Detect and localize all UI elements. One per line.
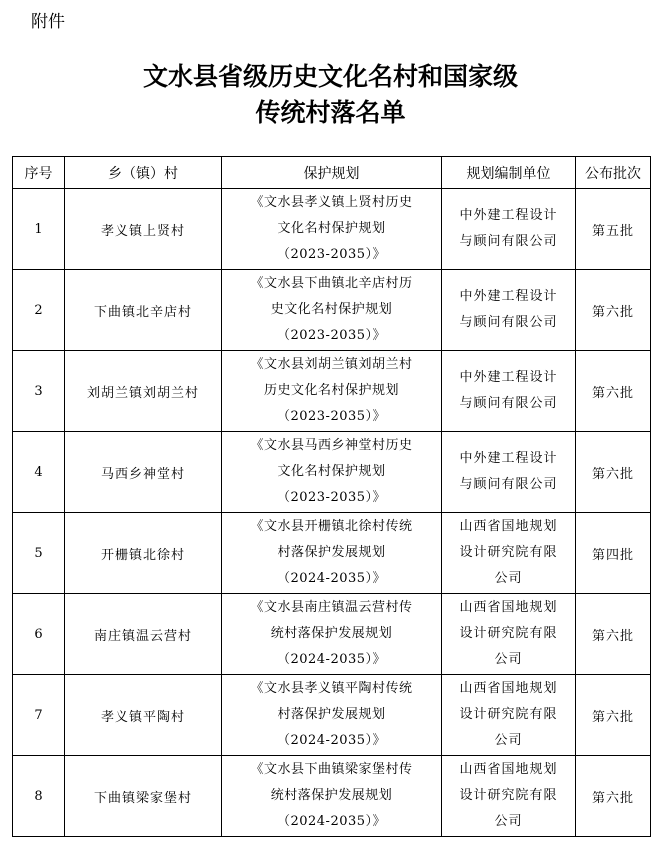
row-plan bbox=[222, 270, 442, 351]
row-batch: 第六批 bbox=[576, 594, 651, 675]
plan-line: （2023-2035）》 bbox=[276, 490, 387, 505]
row-batch: 第六批 bbox=[576, 432, 651, 513]
attachment-label: 附件 bbox=[31, 12, 65, 32]
plan-line: 文化名村保护规划 bbox=[277, 221, 386, 236]
table-row bbox=[13, 594, 651, 675]
plan-line: 村落保护发展规划 bbox=[277, 707, 386, 722]
plan-line: 《文水县下曲镇梁家堡村传 bbox=[250, 762, 413, 777]
row-seq: 6 bbox=[13, 594, 65, 675]
plan-line: 史文化名村保护规划 bbox=[270, 302, 393, 317]
plan-line: 《文水县刘胡兰镇刘胡兰村 bbox=[250, 357, 413, 372]
unit-line: 山西省国地规划 bbox=[459, 600, 558, 615]
row-seq: 7 bbox=[13, 675, 65, 756]
plan-line: 《文水县南庄镇温云营村传 bbox=[250, 600, 413, 615]
header-batch: 公布批次 bbox=[576, 157, 651, 189]
row-plan bbox=[222, 675, 442, 756]
table-row bbox=[13, 270, 651, 351]
document-title-line-1: 文水县省级历史文化名村和国家级 bbox=[142, 62, 518, 91]
unit-line: 与顾问有限公司 bbox=[459, 396, 558, 411]
plan-line: 统村落保护发展规划 bbox=[270, 626, 393, 641]
row-village: 开栅镇北徐村 bbox=[65, 513, 222, 594]
row-batch: 第六批 bbox=[576, 351, 651, 432]
plan-line: （2023-2035）》 bbox=[276, 247, 387, 262]
row-seq: 4 bbox=[13, 432, 65, 513]
header-seq: 序号 bbox=[13, 157, 65, 189]
table-row bbox=[13, 351, 651, 432]
row-unit bbox=[442, 189, 576, 270]
unit-line: 山西省国地规划 bbox=[459, 762, 558, 777]
row-seq: 8 bbox=[13, 756, 65, 837]
unit-line: 中外建工程设计 bbox=[459, 208, 558, 223]
unit-line: 山西省国地规划 bbox=[459, 681, 558, 696]
unit-line: 公司 bbox=[494, 571, 523, 586]
unit-line: 公司 bbox=[494, 814, 523, 829]
header-plan: 保护规划 bbox=[222, 157, 442, 189]
row-unit bbox=[442, 513, 576, 594]
plan-line: （2024-2035）》 bbox=[276, 571, 387, 586]
table-row bbox=[13, 513, 651, 594]
plan-line: （2024-2035）》 bbox=[276, 814, 387, 829]
unit-line: 中外建工程设计 bbox=[459, 289, 558, 304]
header-village: 乡（镇）村 bbox=[65, 157, 222, 189]
plan-line: （2024-2035）》 bbox=[276, 652, 387, 667]
unit-line: 与顾问有限公司 bbox=[459, 315, 558, 330]
table-row bbox=[13, 432, 651, 513]
table-row bbox=[13, 189, 651, 270]
plan-line: 《文水县孝义镇上贤村历史 bbox=[250, 195, 413, 210]
row-batch: 第六批 bbox=[576, 756, 651, 837]
row-plan bbox=[222, 189, 442, 270]
plan-line: （2024-2035）》 bbox=[276, 733, 387, 748]
row-village: 南庄镇温云营村 bbox=[65, 594, 222, 675]
row-village: 孝义镇平陶村 bbox=[65, 675, 222, 756]
plan-line: 历史文化名村保护规划 bbox=[263, 383, 399, 398]
row-village: 孝义镇上贤村 bbox=[65, 189, 222, 270]
unit-line: 中外建工程设计 bbox=[459, 370, 558, 385]
header-unit: 规划编制单位 bbox=[442, 157, 576, 189]
plan-line: 村落保护发展规划 bbox=[277, 545, 386, 560]
plan-line: （2023-2035）》 bbox=[276, 328, 387, 343]
row-plan bbox=[222, 756, 442, 837]
village-list-table bbox=[12, 156, 651, 837]
unit-line: 中外建工程设计 bbox=[459, 451, 558, 466]
plan-line: 《文水县下曲镇北辛店村历 bbox=[250, 276, 413, 291]
row-village: 马西乡神堂村 bbox=[65, 432, 222, 513]
unit-line: 与顾问有限公司 bbox=[459, 477, 558, 492]
row-batch: 第六批 bbox=[576, 675, 651, 756]
row-unit bbox=[442, 675, 576, 756]
row-plan bbox=[222, 513, 442, 594]
plan-line: 《文水县孝义镇平陶村传统 bbox=[250, 681, 413, 696]
row-plan bbox=[222, 351, 442, 432]
row-plan bbox=[222, 594, 442, 675]
row-village: 刘胡兰镇刘胡兰村 bbox=[65, 351, 222, 432]
row-unit bbox=[442, 594, 576, 675]
plan-line: 文化名村保护规划 bbox=[277, 464, 386, 479]
row-unit bbox=[442, 432, 576, 513]
plan-line: 统村落保护发展规划 bbox=[270, 788, 393, 803]
table-header-row bbox=[13, 157, 651, 189]
table-body bbox=[13, 189, 651, 837]
row-seq: 3 bbox=[13, 351, 65, 432]
row-batch: 第四批 bbox=[576, 513, 651, 594]
row-village: 下曲镇北辛店村 bbox=[65, 270, 222, 351]
unit-line: 设计研究院有限 bbox=[459, 626, 558, 641]
row-unit bbox=[442, 270, 576, 351]
unit-line: 设计研究院有限 bbox=[459, 707, 558, 722]
plan-line: 《文水县开栅镇北徐村传统 bbox=[250, 519, 413, 534]
plan-line: （2023-2035）》 bbox=[276, 409, 387, 424]
row-seq: 2 bbox=[13, 270, 65, 351]
row-village: 下曲镇梁家堡村 bbox=[65, 756, 222, 837]
unit-line: 与顾问有限公司 bbox=[459, 234, 558, 249]
row-seq: 5 bbox=[13, 513, 65, 594]
unit-line: 设计研究院有限 bbox=[459, 545, 558, 560]
row-batch: 第六批 bbox=[576, 270, 651, 351]
plan-line: 《文水县马西乡神堂村历史 bbox=[250, 438, 413, 453]
row-plan bbox=[222, 432, 442, 513]
row-unit bbox=[442, 351, 576, 432]
row-unit bbox=[442, 756, 576, 837]
document-title-line-2: 传统村落名单 bbox=[255, 98, 406, 127]
row-seq: 1 bbox=[13, 189, 65, 270]
unit-line: 公司 bbox=[494, 652, 523, 667]
unit-line: 山西省国地规划 bbox=[459, 519, 558, 534]
unit-line: 公司 bbox=[494, 733, 523, 748]
table-row bbox=[13, 675, 651, 756]
table-row bbox=[13, 756, 651, 837]
unit-line: 设计研究院有限 bbox=[459, 788, 558, 803]
row-batch: 第五批 bbox=[576, 189, 651, 270]
